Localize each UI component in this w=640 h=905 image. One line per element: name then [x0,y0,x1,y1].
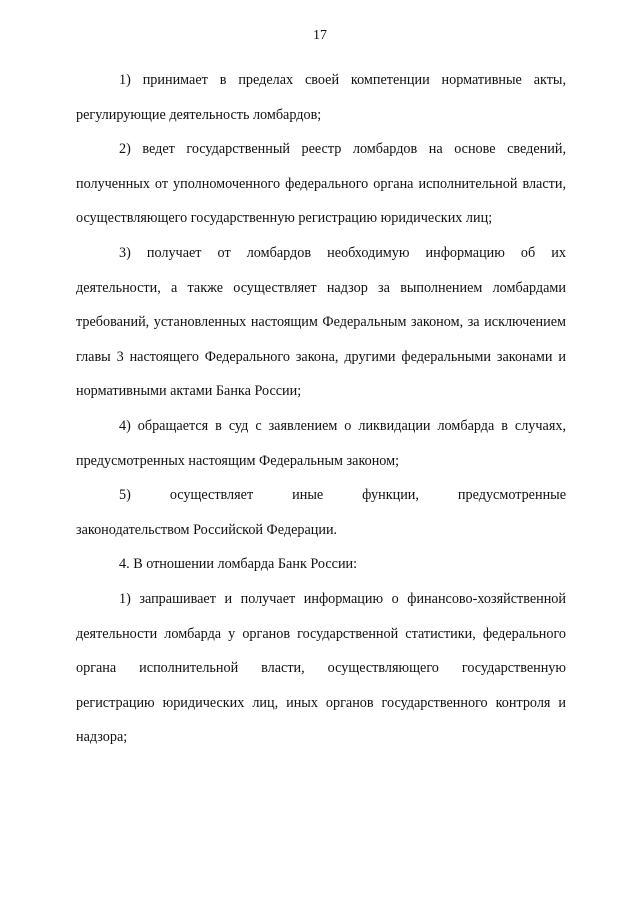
paragraph-first-line: 5) осуществляет иные функции, предусмотренные [119,487,566,504]
paragraph-first-line: 1) запрашивает и получает информацию о финансово-хозяйственной [119,590,566,607]
paragraph-4-court [76,409,566,478]
document-body [76,63,566,755]
paragraph-2-registry [76,132,566,236]
page-number: 17 [313,28,327,43]
paragraph-first-line: 4) обращается в суд с заявлением о ликвидации ломбарда в случаях, [119,417,566,434]
paragraph-continuation: полученных от уполномоченного федерального органа исполнительной власти, осуществляющего государственную регистрацию юридических лиц; [76,175,566,227]
paragraph-1-information-request [76,582,566,755]
paragraph-continuation: регулирующие деятельность ломбардов; [76,106,322,123]
paragraph-continuation: предусмотренных настоящим Федеральным законом; [76,452,400,469]
paragraph-continuation: деятельности, а также осуществляет надзор за выполнением ломбардами требований, установленных настоящим Федеральным законом, за исключением главы 3 настоящего Федерального закона, другими федеральными законами и нормативными актами Банка России; [76,279,566,400]
paragraph-3-supervision [76,236,566,409]
paragraph-first-line: 3) получает от ломбардов необходимую информацию об их [119,244,566,261]
paragraph-first-line: 2) ведет государственный реестр ломбардов на основе сведений, [119,141,566,158]
paragraph-1-regulations [76,63,566,132]
paragraph-continuation: законодательством Российской Федерации. [76,521,338,538]
section-4-heading: 4. В отношении ломбарда Банк России: [119,556,358,573]
paragraph-first-line: 1) принимает в пределах своей компетенции нормативные акты, [119,72,566,88]
paragraph-5-other-functions [76,478,566,547]
paragraph-continuation: деятельности ломбарда у органов государственной статистики, федерального органа исполнительной власти, осуществляющего государственную регистрацию юридических лиц, иных органов государственного контроля и надзора; [76,625,566,746]
